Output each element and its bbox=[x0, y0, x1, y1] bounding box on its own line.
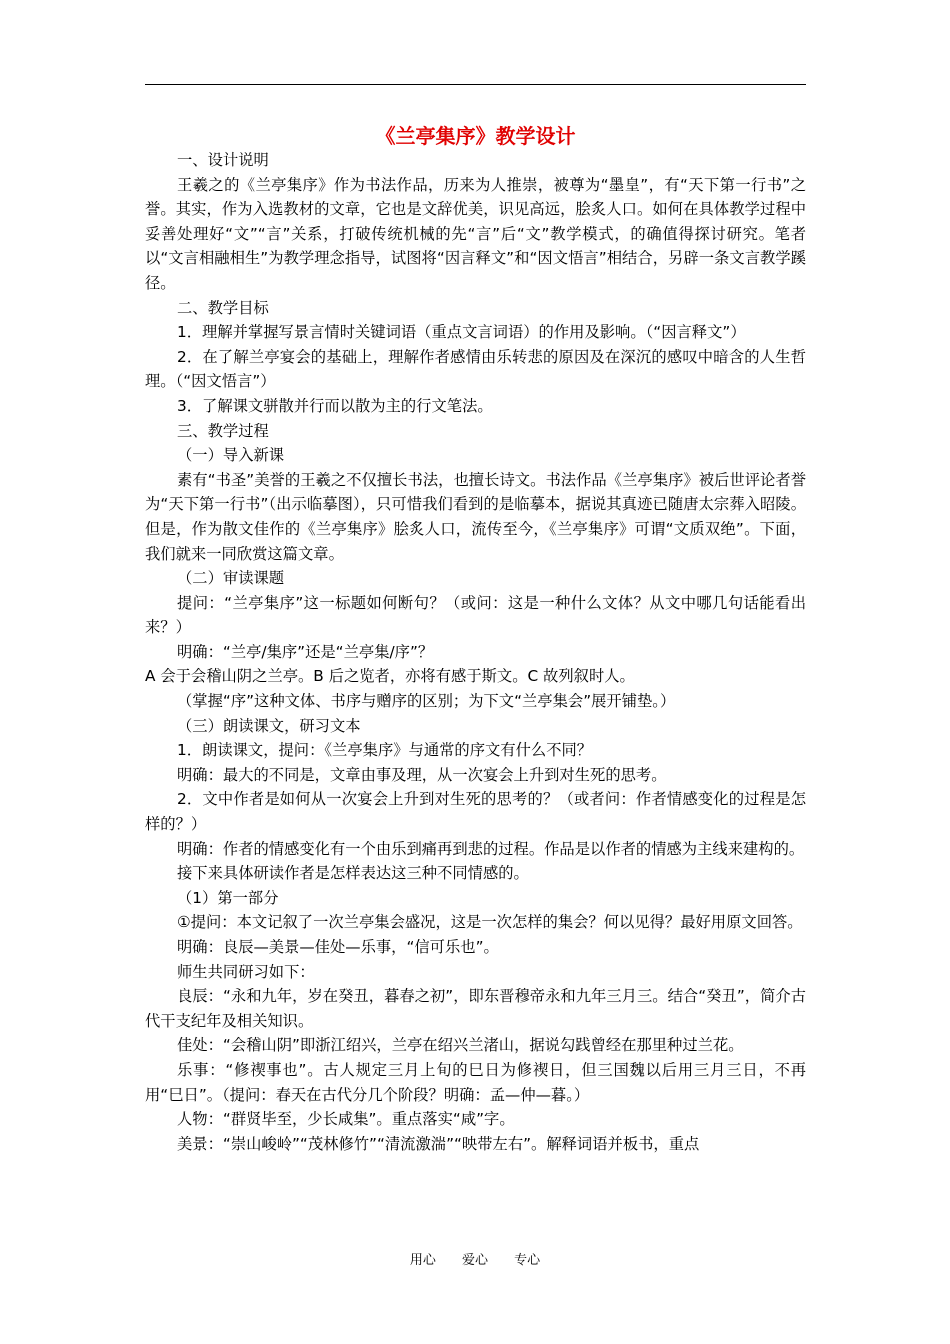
paragraph: 美景：“崇山峻岭”“茂林修竹”“清流激湍”“映带左右”。解释词语并板书，重点 bbox=[177, 1134, 700, 1153]
paragraph: 二、教学目标 bbox=[177, 298, 269, 317]
paragraph: （三）朗读课文，研习文本 bbox=[177, 716, 361, 735]
paragraph: 明确：最大的不同是，文章由事及理，从一次宴会上升到对生死的思考。 bbox=[177, 765, 667, 784]
paragraph: （二）审读课题 bbox=[177, 569, 285, 588]
page-footer bbox=[0, 1249, 950, 1268]
paragraph: 素有“书圣”美誉的王羲之不仅擅长书法，也擅长诗文。书法作品《兰亭集序》被后世评论者誉为“天下第一行书”（出示临摹图），只可惜我们看到的是临摹本，据说其真迹已随唐太宗葬入昭陵。但是，作为散文佳作的《兰亭集序》脍炙人口，流传至今，《兰亭集序》可谓“文质双绝”。下面，我们就来一同欣赏这篇文章。 bbox=[145, 470, 806, 563]
paragraph: 乐事：“修禊事也”。古人规定三月上旬的巳日为修禊日，但三国魏以后用三月三日，不再用“巳日”。（提问：春天在古代分几个阶段？明确：孟—仲—暮。） bbox=[145, 1060, 806, 1104]
paragraph: 王羲之的《兰亭集序》作为书法作品，历来为人推崇，被尊为“墨皇”，有“天下第一行书”之誉。其实，作为入选教材的文章，它也是文辞优美，识见高远，脍炙人口。如何在具体教学过程中妥善处理好“文”“言”关系，打破传统机械的先“言”后“文”教学模式，的确值得探讨研究。笔者以“文言相融相生”为教学理念指导，试图将“因言释文”和“因文悟言”相结合，另辟一条文言教学蹊径。 bbox=[145, 175, 806, 292]
paragraph: 2．文中作者是如何从一次宴会上升到对生死的思考的？（或者问：作者情感变化的过程是怎样的？） bbox=[145, 790, 806, 834]
paragraph: 人物：“群贤毕至，少长咸集”。重点落实“咸”字。 bbox=[177, 1110, 515, 1129]
paragraph: 三、教学过程 bbox=[177, 421, 269, 440]
paragraph: 1．理解并掌握写景言情时关键词语（重点文言词语）的作用及影响。（“因言释文”） bbox=[177, 323, 746, 342]
footer-word: 专心 bbox=[514, 1253, 541, 1268]
paragraph: 3．了解课文骈散并行而以散为主的行文笔法。 bbox=[177, 396, 493, 415]
paragraph: 明确：作者的情感变化有一个由乐到痛再到悲的过程。作品是以作者的情感为主线来建构的。 bbox=[177, 839, 805, 858]
paragraph: 提问：“兰亭集序”这一标题如何断句？（或问：这是一种什么文体？从文中哪几句话能看出来？） bbox=[145, 593, 806, 637]
paragraph: 一、设计说明 bbox=[177, 151, 269, 169]
document-body bbox=[145, 148, 806, 1156]
paragraph: （1）第一部分 bbox=[177, 888, 279, 907]
paragraph: 明确：“兰亭/集序”还是“兰亭集/序”？ bbox=[177, 642, 434, 661]
paragraph: 1．朗读课文，提问：《兰亭集序》与通常的序文有什么不同？ bbox=[177, 741, 593, 760]
paragraph: 良辰：“永和九年，岁在癸丑，暮春之初”，即东晋穆帝永和九年三月三。结合“癸丑”，简介古代干支纪年及相关知识。 bbox=[145, 987, 806, 1030]
paragraph: 明确：良辰—美景—佳处—乐事，“信可乐也”。 bbox=[177, 938, 499, 956]
footer-word: 用心 bbox=[409, 1253, 436, 1268]
document-title: 《兰亭集序》教学设计 bbox=[375, 124, 576, 148]
paragraph: 接下来具体研读作者是怎样表达这三种不同情感的。 bbox=[177, 864, 529, 883]
paragraph: 2．在了解兰亭宴会的基础上，理解作者感情由乐转悲的原因及在深沉的感叹中暗含的人生哲理。（“因文悟言”） bbox=[145, 347, 806, 391]
footer-word: 爱心 bbox=[461, 1253, 488, 1268]
paragraph: A 会于会稽山阴之兰亭。B 后之览者，亦将有感于斯文。C 故列叙时人。 bbox=[145, 667, 635, 686]
paragraph: （掌握“序”这种文体、书序与赠序的区别；为下文“兰亭集会”展开铺垫。） bbox=[177, 692, 676, 711]
header-rule bbox=[145, 84, 806, 85]
paragraph: （一）导入新课 bbox=[177, 446, 285, 465]
paragraph: 师生共同研习如下： bbox=[177, 962, 315, 981]
paragraph: ①提问：本文记叙了一次兰亭集会盛况，这是一次怎样的集会？何以见得？最好用原文回答。 bbox=[177, 913, 803, 932]
paragraph: 佳处：“会稽山阴”即浙江绍兴，兰亭在绍兴兰渚山，据说勾践曾经在那里种过兰花。 bbox=[177, 1036, 744, 1055]
